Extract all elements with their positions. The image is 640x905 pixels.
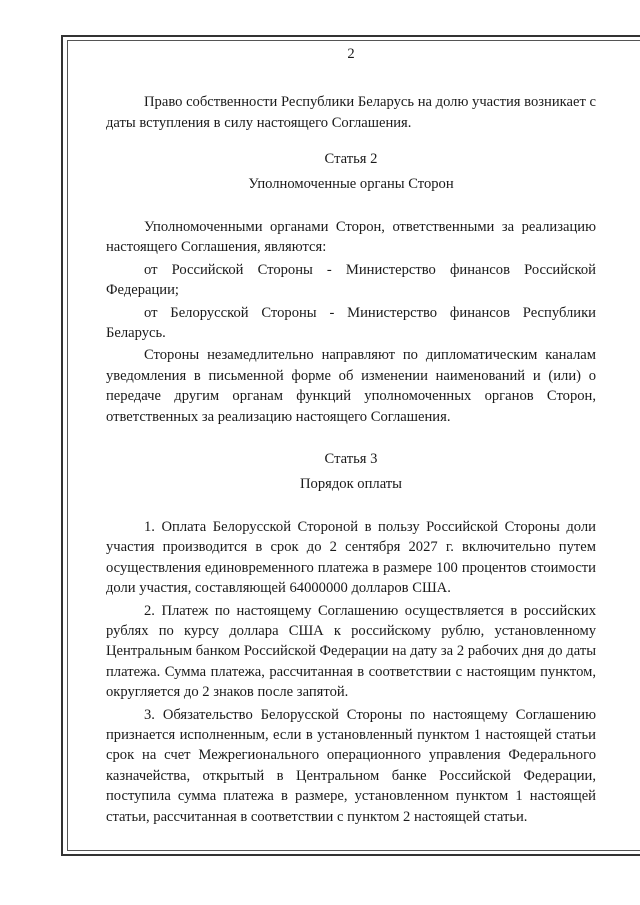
article-3-paragraph: 3. Обязательство Белорусской Стороны по настоящему Соглашению признается исполненным, если в установленный пунктом 1 настоящей статьи срок на счет Межрегионального операционного управления Федерального казначейства, открытый в Центральном банке Российской Федерации, поступила сумма платежа в размере, установленном пунктом 1 настоящей статьи, рассчитанная в соответствии с пунктом 2 настоящей статьи. (106, 706, 596, 825)
page-number: 2 (347, 46, 355, 62)
document-body (106, 44, 596, 827)
article-2-paragraph: Стороны незамедлительно направляют по дипломатическим каналам уведомления в письменной форме об изменении наименований и (или) о передаче другим органам функций уполномоченных органов Сторон, ответственных за реализацию настоящего Соглашения. (106, 347, 596, 425)
article-3-paragraph: 1. Оплата Белорусской Стороной в пользу Российской Стороны доли участия производится в срок до 2 сентября 2027 г. включительно путем осуществления единовременного платежа в размере 100 процентов стоимости доли участия, составляющей 64000000 долларов США. (106, 518, 596, 597)
article-3 (106, 449, 596, 827)
article-3-paragraph: 2. Платеж по настоящему Соглашению осуществляется в российских рублях по курсу доллара США к российскому рублю, установленному Центральным банком Российской Федерации на дату за 2 рабочих дня до даты платежа. Сумма платежа, рассчитанная в соответствии с настоящим пунктом, округляется до 2 знаков после запятой. (106, 602, 596, 701)
article-2-title: Уполномоченные органы Сторон (248, 175, 454, 192)
intro-paragraph: Право собственности Республики Беларусь на долю участия возникает с даты вступления в силу настоящего Соглашения. (106, 94, 596, 131)
article-2 (106, 149, 596, 427)
article-3-label: Статья 3 (324, 451, 378, 468)
article-3-title: Порядок оплаты (300, 475, 402, 492)
article-2-label: Статья 2 (324, 151, 378, 168)
article-2-paragraph: от Российской Стороны - Министерство финансов Российской Федерации; (106, 261, 596, 299)
article-2-paragraph: Уполномоченными органами Сторон, ответственными за реализацию настоящего Соглашения, являются: (106, 219, 596, 256)
article-2-paragraph: от Белорусской Стороны - Министерство финансов Республики Беларусь. (106, 304, 596, 342)
